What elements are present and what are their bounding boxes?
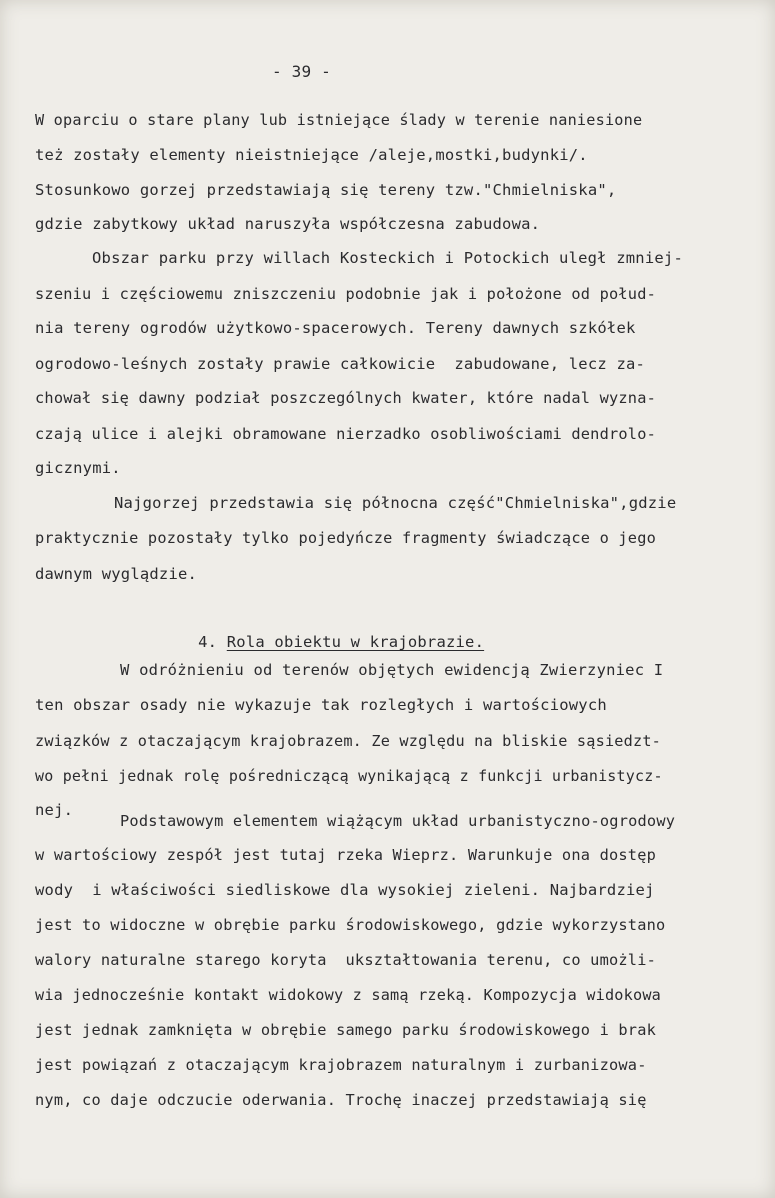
text-line: Obszar parku przy willach Kosteckich i Potockich uległ zmniej- <box>92 249 683 267</box>
text-line: gicznymi. <box>35 459 121 477</box>
text-line: Najgorzej przedstawia się północna część"Chmielniska",gdzie <box>114 494 677 512</box>
page-number: - 39 - <box>272 62 331 81</box>
text-line: też zostały elementy nieistniejące /aleje,mostki,budynki/. <box>35 146 588 164</box>
text-line: szeniu i częściowemu zniszczeniu podobnie jak i położone od połud- <box>35 285 657 303</box>
text-line: dawnym wyglądzie. <box>35 565 198 583</box>
text-line: W oparciu o stare plany lub istniejące ślady w terenie naniesione <box>35 111 643 129</box>
text-line: nia tereny ogrodów użytkowo-spacerowych. Tereny dawnych szkółek <box>35 319 636 337</box>
text-line: Stosunkowo gorzej przedstawiają się tereny tzw."Chmielniska", <box>35 181 617 199</box>
text-line: Podstawowym elementem wiążącym układ urbanistyczno-ogrodowy <box>120 812 676 830</box>
text-line: nym, co daje odczucie oderwania. Trochę inaczej przedstawiają się <box>35 1091 647 1109</box>
text-line: walory naturalne starego koryta ukształtowania terenu, co umożli- <box>35 951 657 969</box>
text-line: czają ulice i alejki obramowane nierzadko osobliwościami dendrolo- <box>35 425 657 443</box>
text-line: chował się dawny podział poszczególnych kwater, które nadal wyzna- <box>35 389 657 407</box>
text-line: wo pełni jednak rolę pośredniczącą wynikającą z funkcji urbanistycz- <box>35 767 663 785</box>
text-line: związków z otaczającym krajobrazem. Ze względu na bliskie sąsiedzt- <box>35 732 662 750</box>
text-line: ogrodowo-leśnych zostały prawie całkowicie zabudowane, lecz za- <box>35 355 646 373</box>
section-title: Rola obiektu w krajobrazie. <box>226 633 485 651</box>
text-line: w wartościowy zespół jest tutaj rzeka Wieprz. Warunkuje ona dostęp <box>35 846 657 864</box>
text-line: jest jednak zamknięta w obrębie samego parku środowiskowego i brak <box>35 1021 657 1039</box>
text-line: gdzie zabytkowy układ naruszyła współczesna zabudowa. <box>35 215 541 233</box>
text-line: wody i właściwości siedliskowe dla wysokiej zieleni. Najbardziej <box>35 881 655 899</box>
text-line: praktycznie pozostały tylko pojedyńcze fragmenty świadczące o jego <box>35 529 657 547</box>
text-line: wia jednocześnie kontakt widokowy z samą rzeką. Kompozycja widokowa <box>35 986 662 1004</box>
text-line: jest to widoczne w obrębie parku środowiskowego, gdzie wykorzystano <box>35 916 666 934</box>
text-line: ten obszar osady nie wykazuje tak rozległych i wartościowych <box>35 696 607 714</box>
text-line: nej. <box>35 801 74 819</box>
section-number: 4. <box>198 633 218 651</box>
text-line: W odróżnieniu od terenów objętych ewidencją Zwierzyniec I <box>120 661 664 679</box>
text-line: jest powiązań z otaczającym krajobrazem naturalnym i zurbanizowa- <box>35 1056 647 1074</box>
